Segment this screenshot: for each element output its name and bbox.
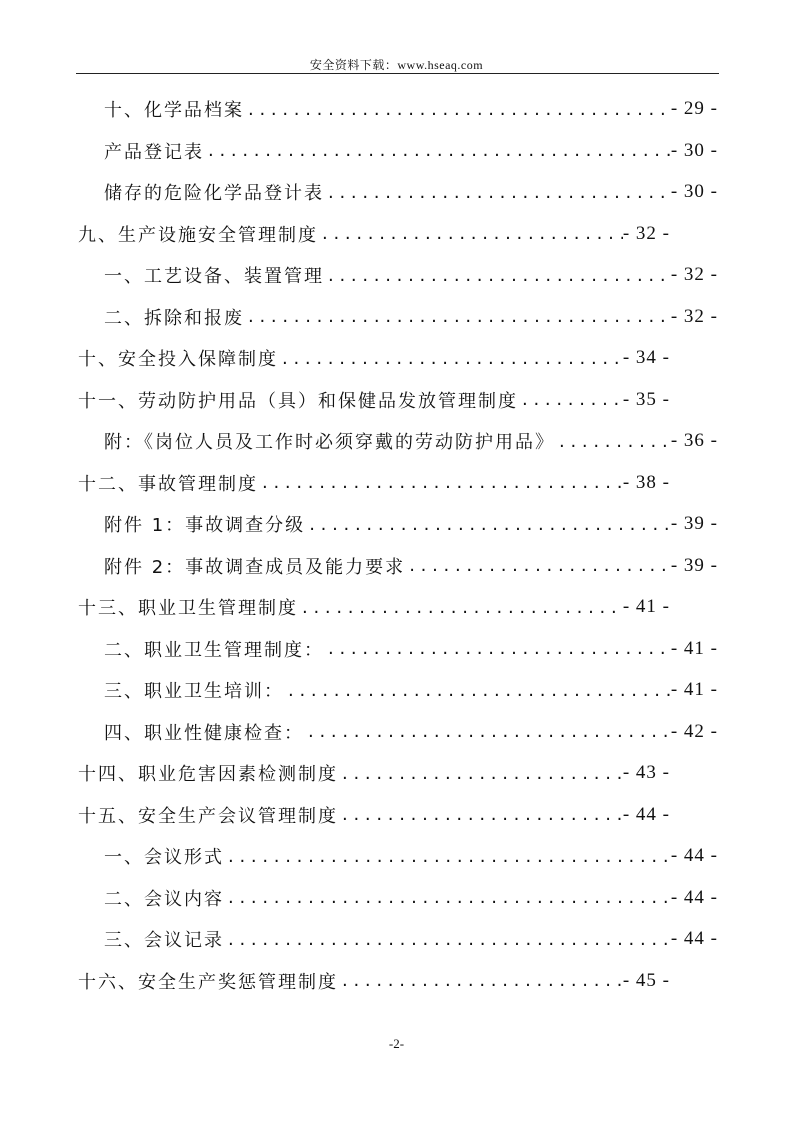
toc-entry-page-number: - 44 - bbox=[670, 928, 718, 949]
toc-dot-leader bbox=[278, 348, 623, 369]
toc-entry[interactable] bbox=[78, 214, 670, 254]
toc-dot-leader bbox=[224, 887, 671, 908]
toc-dot-leader bbox=[318, 223, 623, 244]
toc-entry-title: 二、拆除和报废 bbox=[104, 307, 244, 329]
toc-entry-title: 十、化学品档案 bbox=[104, 100, 244, 121]
toc-entry-page-number: - 30 - bbox=[670, 181, 718, 202]
toc-entry-page-number: - 43 - bbox=[622, 762, 670, 783]
toc-entry-page-number: - 44 - bbox=[622, 803, 670, 825]
toc-entry-title: 附件 2：事故调查成员及能力要求 bbox=[104, 556, 406, 578]
toc-dot-leader bbox=[305, 514, 671, 535]
toc-entry-title: 附：《岗位人员及工作时必须穿戴的劳动防护用品》 bbox=[104, 432, 555, 453]
toc-entry-title: 产品登记表 bbox=[104, 141, 204, 163]
toc-dot-leader bbox=[298, 597, 623, 618]
toc-entry-title: 十四、职业危害因素检测制度 bbox=[78, 764, 338, 785]
toc-entry[interactable] bbox=[78, 961, 670, 1001]
toc-dot-leader bbox=[405, 555, 671, 576]
toc-entry[interactable] bbox=[104, 629, 718, 669]
toc-entry[interactable] bbox=[104, 297, 718, 337]
toc-entry-page-number: - 44 - bbox=[670, 886, 718, 908]
toc-entry[interactable] bbox=[78, 380, 670, 420]
toc-entry-page-number: - 42 - bbox=[670, 720, 718, 742]
page-header: 安全资料下载：www.hseaq.com bbox=[309, 58, 484, 72]
toc-entry-title: 二、职业卫生管理制度： bbox=[104, 639, 324, 661]
toc-dot-leader bbox=[258, 472, 623, 493]
toc-entry-page-number: - 30 - bbox=[670, 139, 718, 161]
toc-entry-page-number: - 32 - bbox=[622, 222, 670, 244]
toc-entry[interactable] bbox=[104, 255, 718, 295]
toc-entry-title: 九、生产设施安全管理制度 bbox=[78, 224, 318, 246]
toc-dot-leader bbox=[224, 846, 671, 867]
toc-entry-title: 十三、职业卫生管理制度 bbox=[78, 598, 298, 619]
toc-entry[interactable] bbox=[104, 421, 718, 461]
toc-entry[interactable] bbox=[104, 712, 718, 752]
toc-dot-leader bbox=[338, 970, 623, 991]
toc-entry-page-number: - 45 - bbox=[622, 969, 670, 991]
toc-entry-title: 十六、安全生产奖惩管理制度 bbox=[78, 971, 338, 993]
toc-entry[interactable] bbox=[78, 753, 670, 793]
toc-entry-title: 四、职业性健康检查： bbox=[104, 722, 304, 744]
toc-entry-page-number: - 44 - bbox=[670, 845, 718, 866]
toc-entry[interactable] bbox=[104, 878, 718, 918]
toc-entry-page-number: - 32 - bbox=[670, 305, 718, 327]
toc-entry-page-number: - 41 - bbox=[670, 637, 718, 659]
toc-entry-title: 三、职业卫生培训： bbox=[104, 681, 284, 702]
toc-entry-page-number: - 39 - bbox=[670, 513, 718, 534]
toc-dot-leader bbox=[338, 763, 623, 784]
toc-dot-leader bbox=[324, 638, 671, 659]
toc-entry-title: 十一、劳动防护用品（具）和保健品发放管理制度 bbox=[78, 390, 518, 412]
toc-dot-leader bbox=[338, 804, 623, 825]
toc-entry[interactable] bbox=[104, 131, 718, 171]
toc-entry[interactable] bbox=[104, 172, 718, 212]
toc-dot-leader bbox=[518, 389, 623, 410]
toc-dot-leader bbox=[324, 182, 671, 203]
toc-entry[interactable] bbox=[78, 795, 670, 835]
toc-entry-title: 一、工艺设备、装置管理 bbox=[104, 266, 324, 287]
toc-entry[interactable] bbox=[104, 836, 718, 876]
toc-entry[interactable] bbox=[104, 670, 718, 710]
toc-entry[interactable] bbox=[104, 89, 718, 129]
toc-entry[interactable] bbox=[104, 504, 718, 544]
toc-dot-leader bbox=[244, 306, 671, 327]
page-number: -2- bbox=[388, 1036, 405, 1051]
toc-dot-leader bbox=[204, 140, 671, 161]
toc-dot-leader bbox=[324, 265, 671, 286]
toc-entry[interactable] bbox=[78, 587, 670, 627]
toc-entry-title: 十二、事故管理制度 bbox=[78, 473, 258, 495]
toc-entry-page-number: - 41 - bbox=[622, 596, 670, 617]
toc-dot-leader bbox=[244, 99, 671, 120]
toc-entry-page-number: - 36 - bbox=[670, 430, 718, 451]
toc-entry-title: 附件 1：事故调查分级 bbox=[104, 515, 306, 536]
toc-entry-page-number: - 32 - bbox=[670, 264, 718, 285]
toc-entry-title: 十五、安全生产会议管理制度 bbox=[78, 805, 338, 827]
toc-dot-leader bbox=[224, 929, 671, 950]
toc-entry-page-number: - 29 - bbox=[670, 98, 718, 119]
toc-entry-title: 二、会议内容 bbox=[104, 888, 224, 910]
toc-entry[interactable] bbox=[78, 463, 670, 503]
toc-entry-page-number: - 38 - bbox=[622, 471, 670, 493]
toc-dot-leader bbox=[304, 721, 671, 742]
toc-entry-title: 一、会议形式 bbox=[104, 847, 224, 868]
toc-entry[interactable] bbox=[104, 546, 718, 586]
toc-dot-leader bbox=[284, 680, 671, 701]
toc-entry-page-number: - 39 - bbox=[670, 554, 718, 576]
toc-entry-title: 三、会议记录 bbox=[104, 930, 224, 951]
header-divider bbox=[76, 73, 719, 74]
toc-dot-leader bbox=[555, 431, 671, 452]
toc-entry-page-number: - 35 - bbox=[622, 388, 670, 410]
toc-entry[interactable] bbox=[78, 338, 670, 378]
toc-entry[interactable] bbox=[104, 919, 718, 959]
toc-entry-title: 储存的危险化学品登计表 bbox=[104, 183, 324, 204]
toc-entry-title: 十、安全投入保障制度 bbox=[78, 349, 278, 370]
toc-entry-page-number: - 34 - bbox=[622, 347, 670, 368]
toc-entry-page-number: - 41 - bbox=[670, 679, 718, 700]
